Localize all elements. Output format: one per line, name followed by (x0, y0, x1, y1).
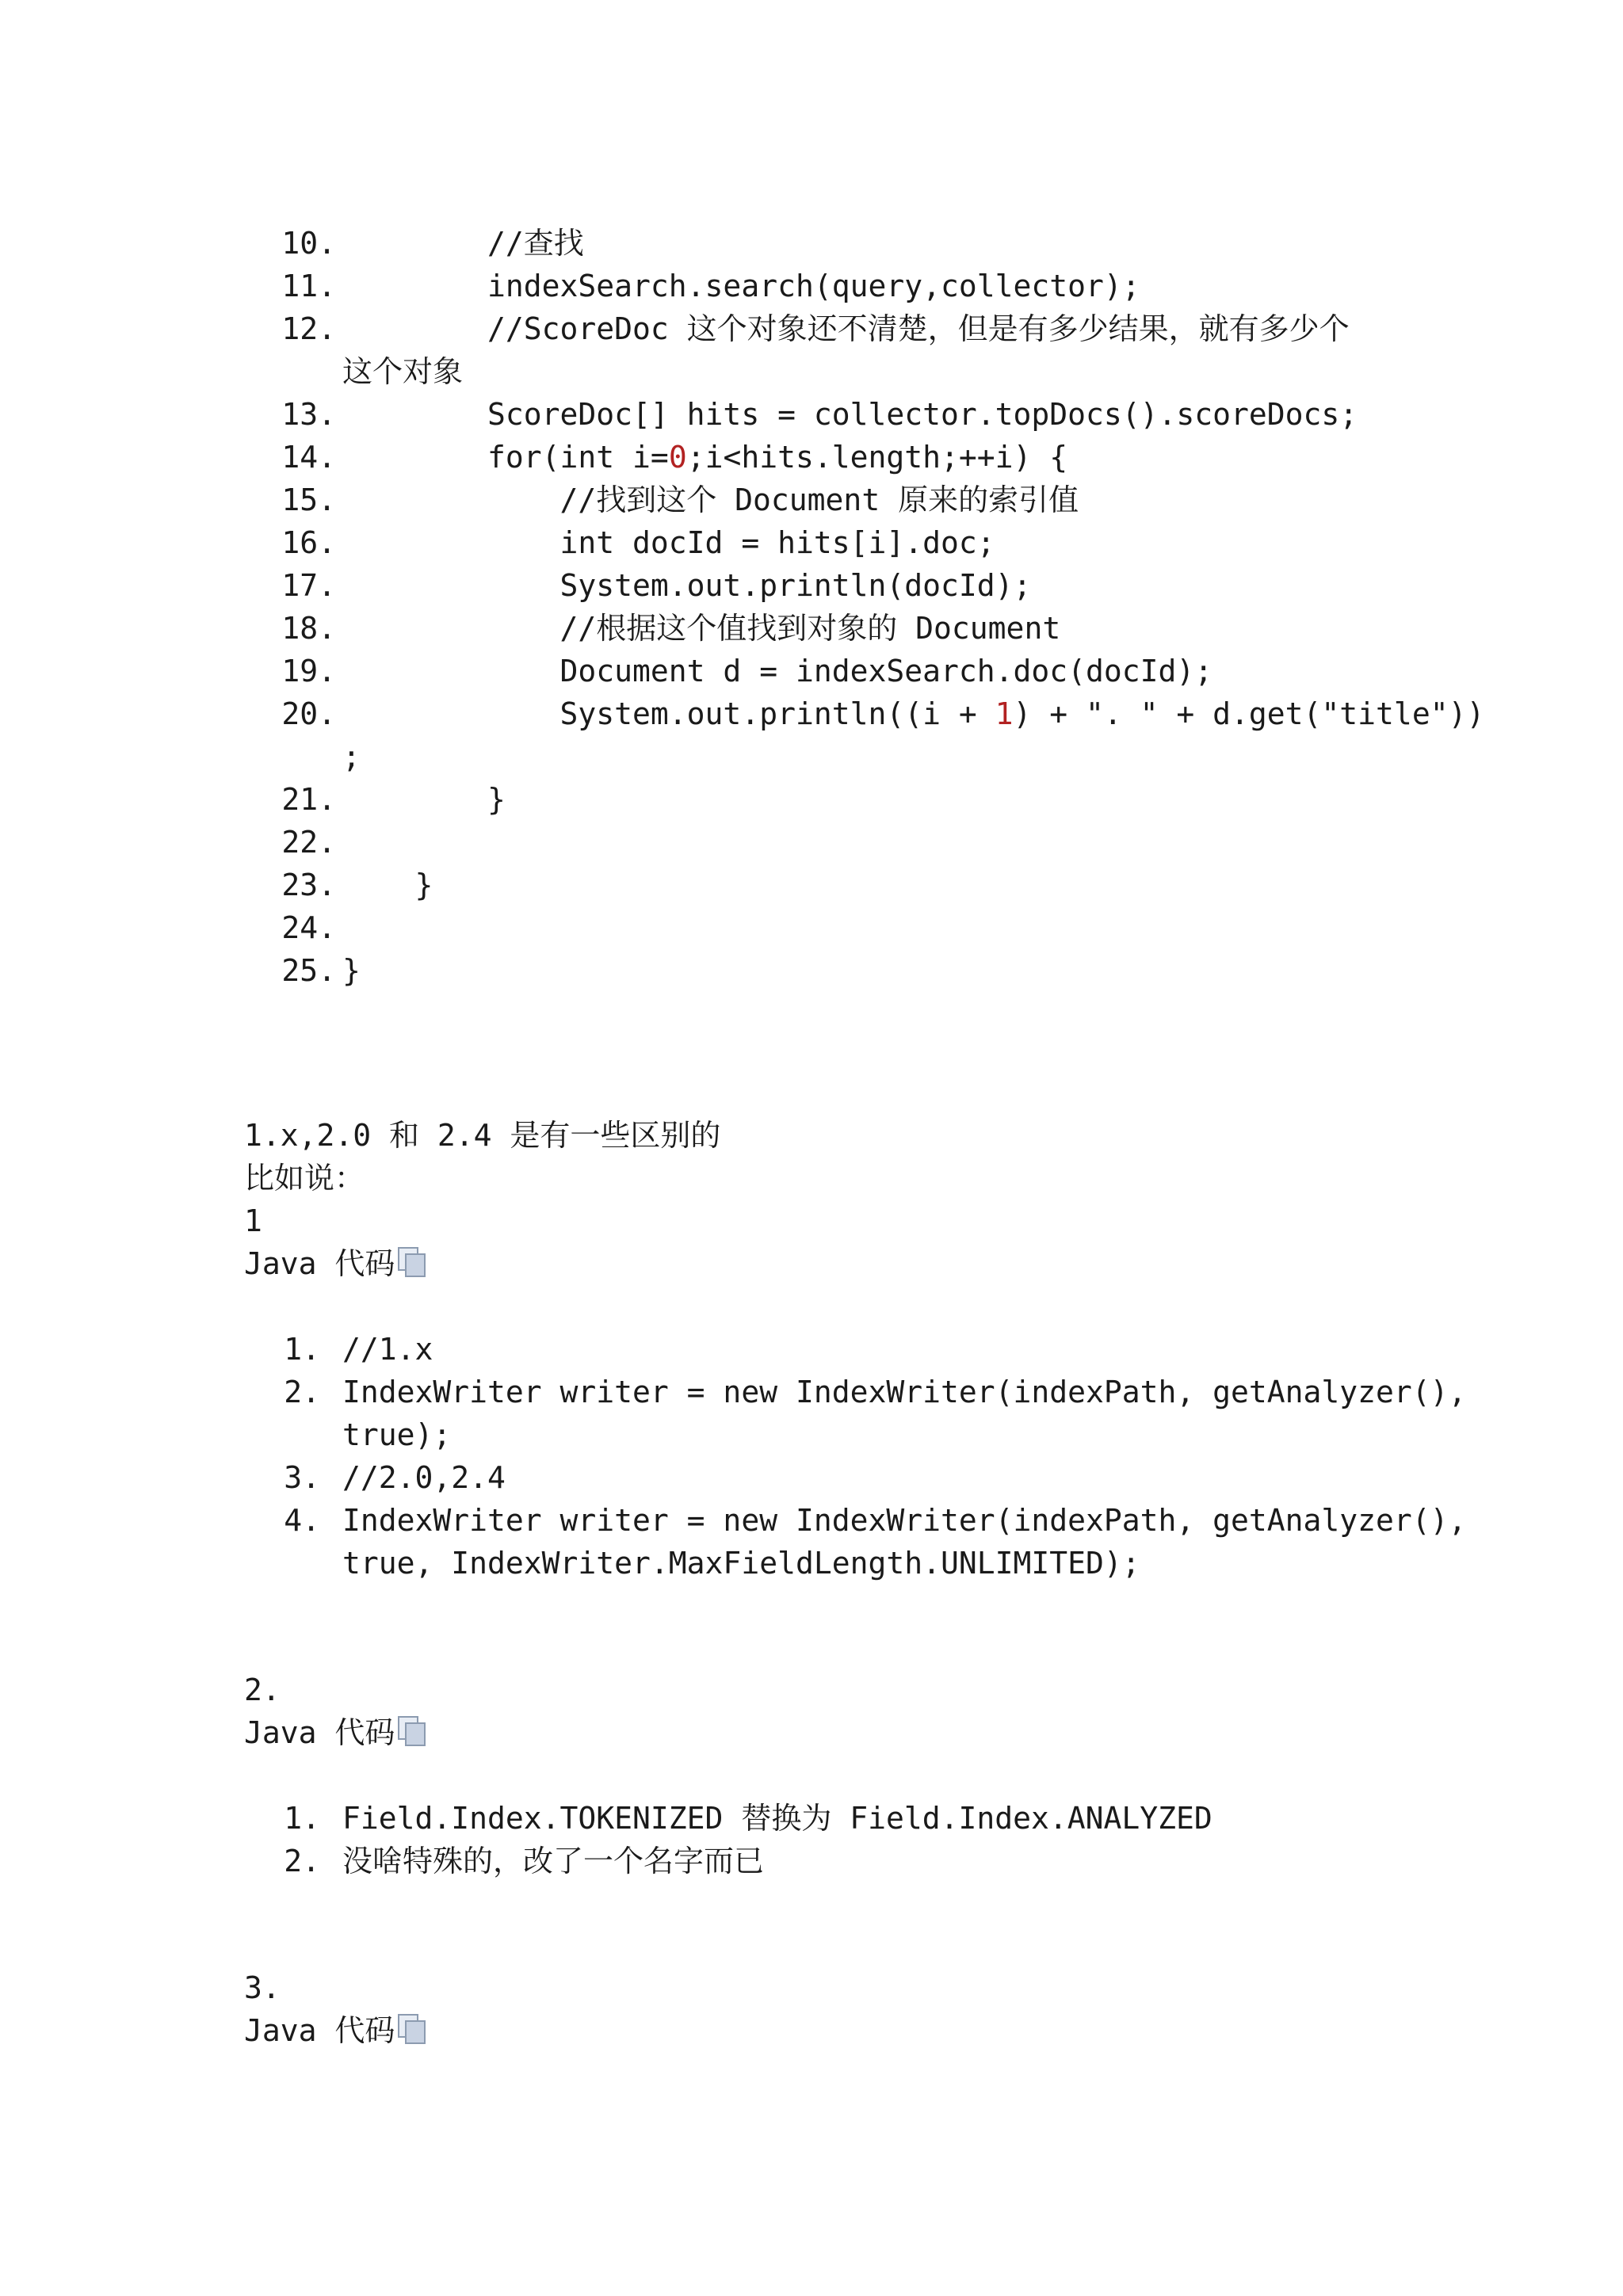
code-line: } (342, 782, 506, 817)
intro-text: 1.x,2.0 和 2.4 是有一些区别的 (244, 1118, 721, 1153)
code-line: ScoreDoc[] hits = collector.topDocs().scoreDocs; (342, 397, 1358, 432)
code-segment: System.out.println((i + (342, 696, 995, 731)
code-line: int docId = hits[i].doc; (342, 525, 995, 560)
item-label-3: 3. (244, 1970, 281, 2005)
copy-icon-front (405, 1253, 426, 1277)
line-number: 2. (284, 1375, 320, 1409)
code-line: IndexWriter writer = new IndexWriter(indexPath, getAnalyzer(), (342, 1503, 1467, 1538)
line-number: 16. (281, 525, 336, 560)
code-line: //1.x (342, 1332, 433, 1367)
code-segment: ;i<hits.length;++i) { (686, 440, 1068, 475)
line-number: 19. (281, 654, 336, 688)
code-line-wrap: 这个对象 (342, 354, 464, 389)
line-number: 24. (281, 910, 336, 945)
copy-icon[interactable] (398, 2014, 425, 2042)
line-number: 13. (281, 397, 336, 432)
line-number: 3. (284, 1460, 320, 1495)
line-number: 20. (281, 696, 336, 731)
code-line: Document d = indexSearch.doc(docId); (342, 654, 1213, 688)
line-number: 1. (284, 1332, 320, 1367)
code-line: } (342, 868, 433, 902)
code-line (342, 436, 1067, 479)
line-number: 2. (284, 1844, 320, 1878)
java-code-label: Java 代码 (244, 2013, 395, 2048)
line-number: 22. (281, 825, 336, 860)
copy-icon-front (405, 2020, 426, 2044)
line-number: 18. (281, 611, 336, 646)
java-code-label: Java 代码 (244, 1715, 395, 1750)
code-line-wrap: true, IndexWriter.MaxFieldLength.UNLIMITED); (342, 1546, 1140, 1581)
code-line: //ScoreDoc 这个对象还不清楚，但是有多少结果，就有多少个 (342, 311, 1350, 346)
line-number: 10. (281, 226, 336, 261)
java-code-label: Java 代码 (244, 1246, 395, 1281)
copy-icon[interactable] (398, 1247, 425, 1276)
line-number: 15. (281, 482, 336, 517)
code-line: //2.0,2.4 (342, 1460, 506, 1495)
intro-subtext: 比如说： (244, 1161, 365, 1196)
line-number: 21. (281, 782, 336, 817)
code-line: IndexWriter writer = new IndexWriter(indexPath, getAnalyzer(), (342, 1375, 1467, 1409)
code-line: //查找 (342, 226, 584, 261)
code-line: } (342, 953, 361, 988)
copy-icon[interactable] (398, 1716, 425, 1745)
code-line: Field.Index.TOKENIZED 替换为 Field.Index.ANALYZED (342, 1801, 1212, 1836)
code-line: 没啥特殊的，改了一个名字而已 (342, 1844, 765, 1878)
copy-icon-front (405, 1722, 426, 1746)
code-line: System.out.println(docId); (342, 568, 1032, 603)
code-line-wrap: ; (342, 739, 361, 774)
line-number: 14. (281, 440, 336, 475)
code-line: indexSearch.search(query,collector); (342, 269, 1140, 303)
item-label-1: 1 (244, 1203, 262, 1238)
number-literal: 0 (668, 440, 687, 475)
line-number: 23. (281, 868, 336, 902)
line-number: 17. (281, 568, 336, 603)
line-number: 25. (281, 953, 336, 988)
number-literal: 1 (995, 696, 1014, 731)
code-line-wrap: true); (342, 1417, 452, 1452)
code-segment: for(int i= (342, 440, 669, 475)
line-number: 1. (284, 1801, 320, 1836)
code-line: //根据这个值找到对象的 Document (342, 611, 1061, 646)
code-segment: ) + ". " + d.get("title")) (1013, 696, 1485, 731)
code-line (342, 692, 1484, 735)
code-line: //找到这个 Document 原来的索引值 (342, 482, 1079, 517)
item-label-2: 2. (244, 1672, 281, 1707)
line-number: 4. (284, 1503, 320, 1538)
line-number: 12. (281, 311, 336, 346)
line-number: 11. (281, 269, 336, 303)
